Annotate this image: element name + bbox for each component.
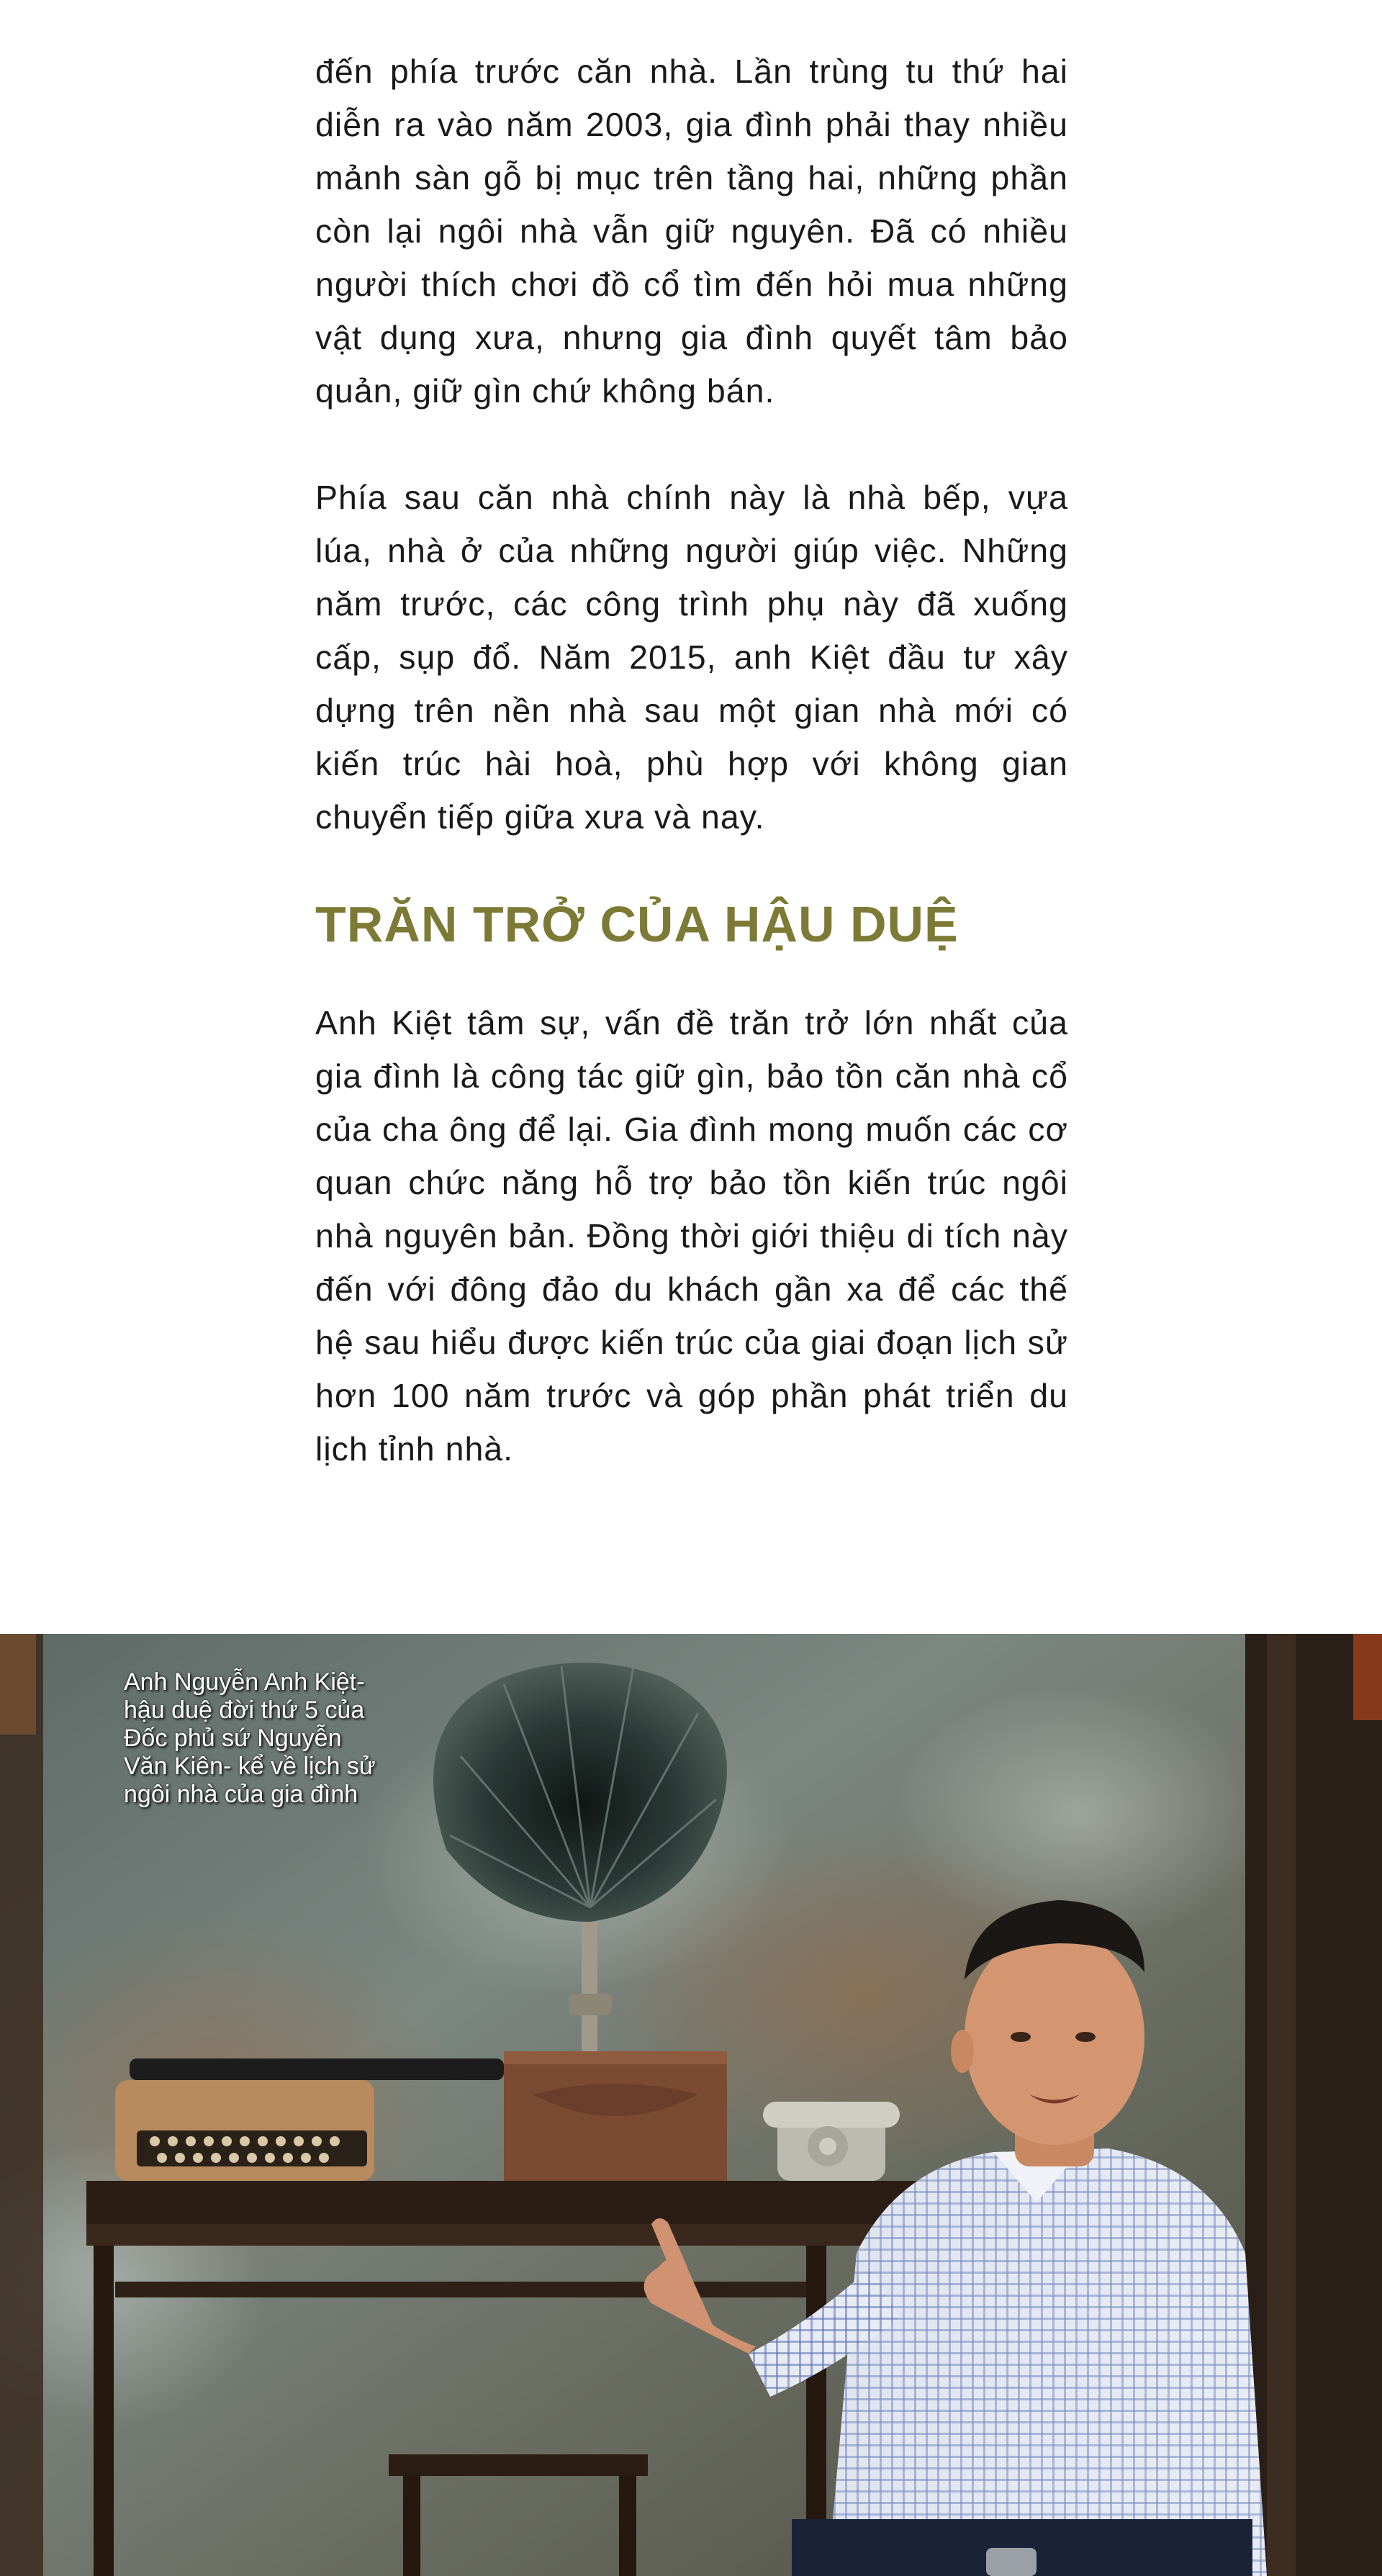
interview-photo — [0, 1634, 1382, 2576]
article-body — [315, 45, 1068, 1475]
paragraph-rear-house: Phía sau căn nhà chính này là nhà bếp, vựa lúa, nhà ở của những người giúp việc. Những năm trước, các công trình phụ này đã xuống cấp, sụp đổ. Năm 2015, anh Kiệt đầu tư xây dựng trên nền nhà sau một gian nhà mới có kiến trúc hài hoà, phù hợp với không gian chuyển tiếp giữa xưa và nay. — [315, 479, 1068, 836]
photo-caption: Anh Nguyễn Anh Kiệt- hậu duệ đời thứ 5 của Đốc phủ sứ Nguyễn Văn Kiên- kể về lịch sử ngôi nhà của gia đình — [124, 1668, 376, 1808]
paragraph-concerns: Anh Kiệt tâm sự, vấn đề trăn trở lớn nhất của gia đình là công tác giữ gìn, bảo tồn căn nhà cổ của cha ông để lại. Gia đình mong muốn các cơ quan chức năng hỗ trợ bảo tồn kiến trúc ngôi nhà nguyên bản. Đồng thời giới thiệu di tích này đến với đông đảo du khách gần xa để các thế hệ sau hiểu được kiến trúc của giai đoạn lịch sử hơn 100 năm trước và góp phần phát triển du lịch tỉnh nhà. — [315, 1004, 1068, 1468]
paragraph-restoration: đến phía trước căn nhà. Lần trùng tu thứ hai diễn ra vào năm 2003, gia đình phải thay nhiều mảnh sàn gỗ bị mục trên tầng hai, những phần còn lại ngôi nhà vẫn giữ nguyên. Đã có nhiều người thích chơi đồ cổ tìm đến hỏi mua những vật dụng xưa, nhưng gia đình quyết tâm bảo quản, giữ gìn chứ không bán. — [315, 53, 1068, 410]
section-heading: TRĂN TRỞ CỦA HẬU DUỆ — [315, 896, 959, 952]
